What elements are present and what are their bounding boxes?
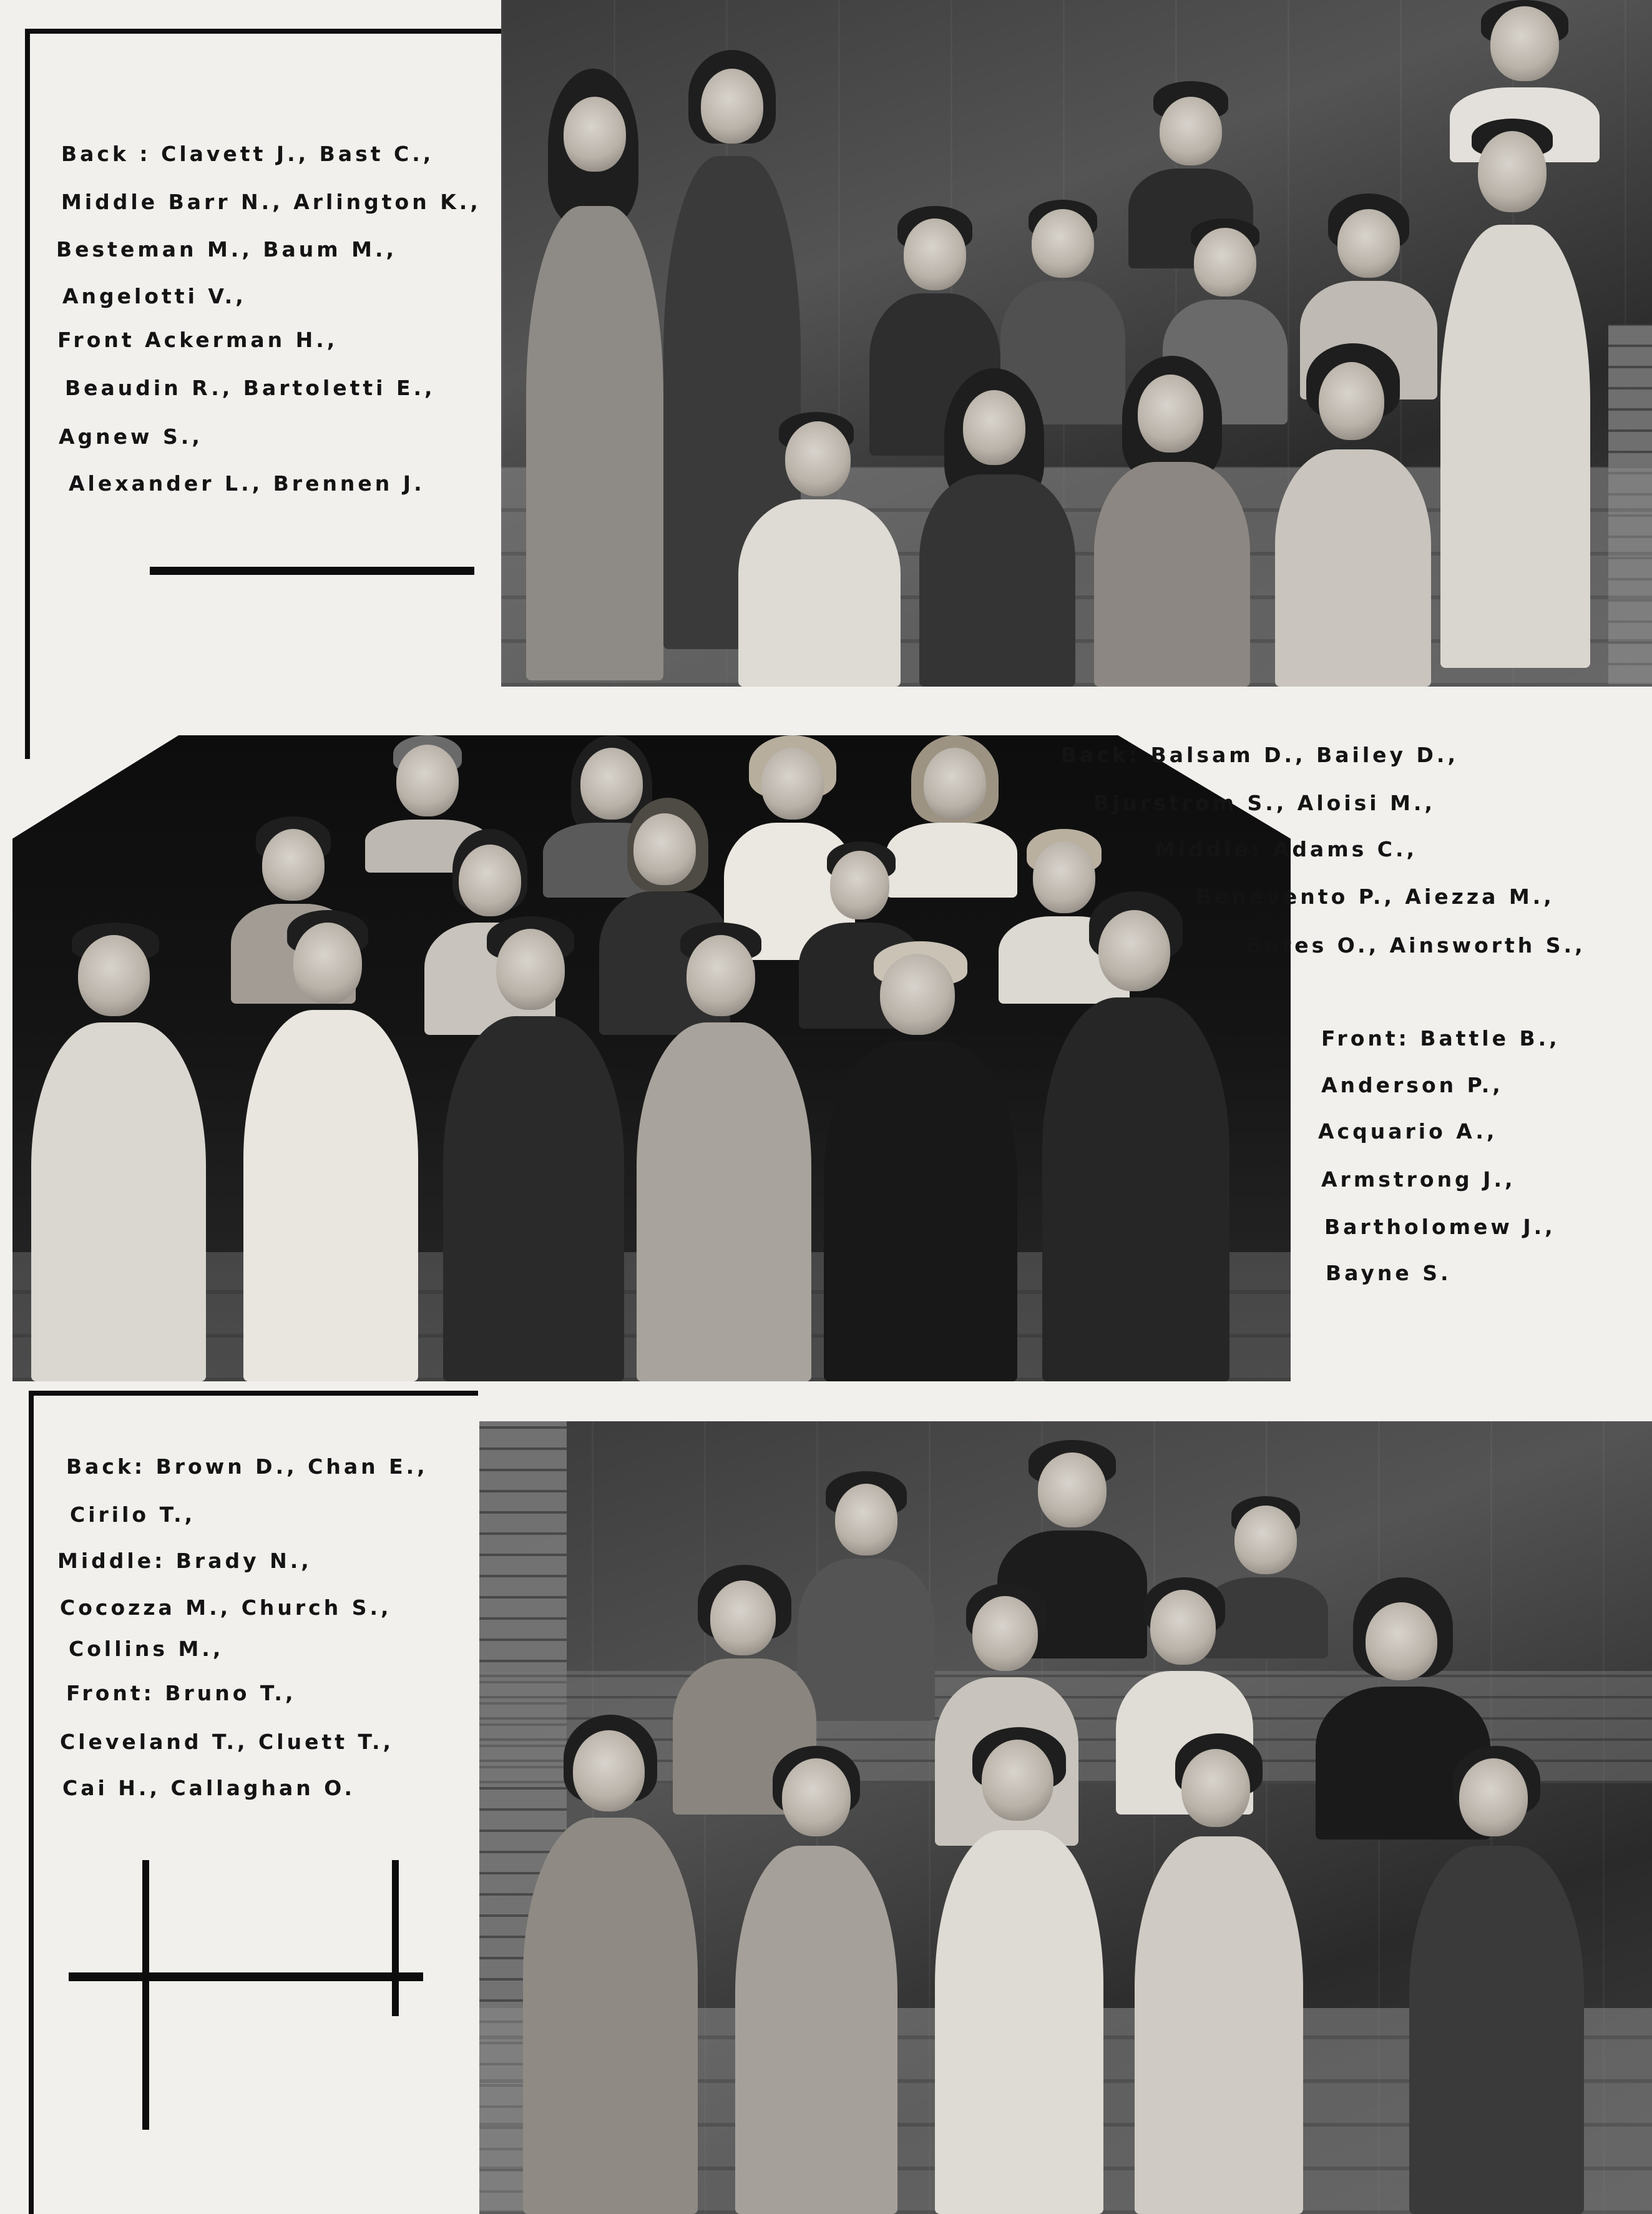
caption-line: Beaudin R., Bartoletti E., (65, 376, 436, 400)
caption-line: Bjurstrom S., Aloisi M., (1093, 791, 1435, 815)
caption-line: Cleveland T., Cluett T., (60, 1730, 394, 1754)
caption-line: Benevento P., Aiezza M., (1196, 884, 1555, 909)
caption-line: Cai H., Callaghan O. (62, 1776, 356, 1800)
caption-line: Front: Bruno T., (66, 1681, 296, 1705)
caption-line: Bartholomew J., (1324, 1215, 1556, 1239)
frame-top-line (29, 1391, 478, 1396)
letter-h-monogram-icon (69, 1860, 431, 2135)
caption-line: Front: Battle B., (1321, 1026, 1560, 1051)
caption-line: Back: Balsam D., Bailey D., (1061, 743, 1459, 767)
caption-line: Collins M., (69, 1637, 224, 1661)
frame-left-line (25, 29, 30, 759)
group-photo-1 (501, 0, 1652, 687)
caption-line: Besteman M., Baum M., (56, 237, 398, 262)
caption-line: Middle: Brady N., (57, 1549, 312, 1573)
caption-line: Armstrong J., (1321, 1167, 1516, 1192)
caption-line: Anderson P., (1321, 1073, 1503, 1097)
caption-line: Middle Barr N., Arlington K., (61, 190, 481, 214)
caption-line: Middle: Adams C., (1155, 837, 1418, 861)
frame-top-line (25, 29, 506, 34)
caption-line: Front Ackerman H., (57, 328, 338, 352)
caption-line: Back: Brown D., Chan E., (66, 1454, 428, 1479)
group-photo-2 (12, 735, 1291, 1381)
caption-line: Agnew S., (59, 424, 203, 449)
caption-line: Bayne S. (1326, 1261, 1452, 1285)
caption-line: Back : Clavett J., Bast C., (61, 142, 434, 166)
caption-line: Acquario A., (1318, 1119, 1498, 1144)
caption-line: Angelotti V., (62, 284, 247, 308)
caption-line: Cocozza M., Church S., (60, 1595, 392, 1620)
caption-underline-bar (150, 567, 474, 575)
frame-left-line (29, 1391, 34, 2214)
group-photo-3 (479, 1421, 1652, 2214)
caption-line: Alexander L., Brennen J. (69, 471, 425, 496)
caption-line: Bates O., Ainsworth S., (1246, 933, 1586, 958)
caption-line: Cirilo T., (70, 1502, 196, 1527)
